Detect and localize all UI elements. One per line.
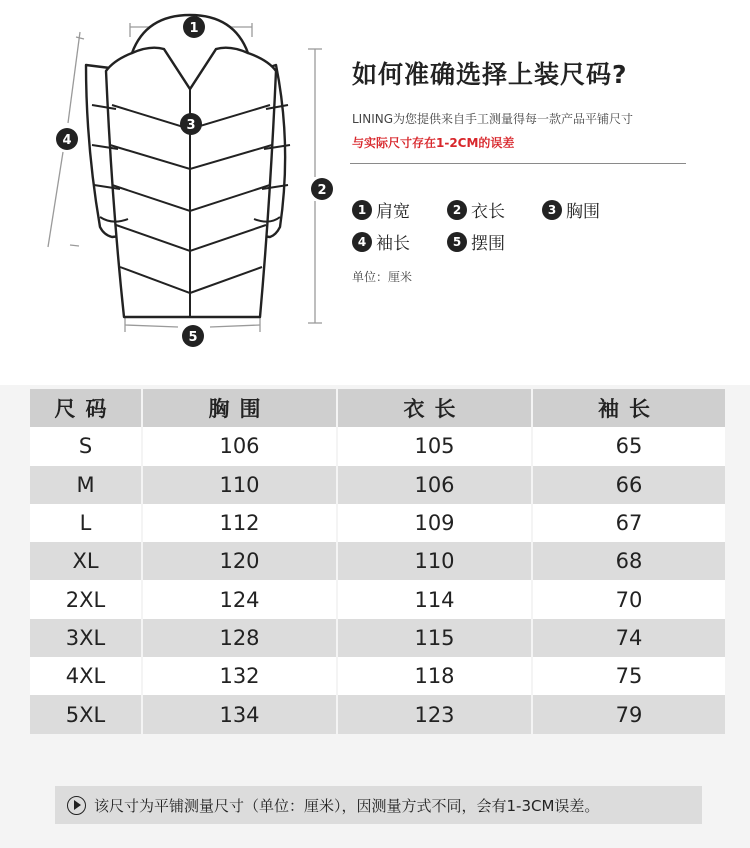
cell-sleeve: 70 <box>615 587 643 612</box>
cell-size: 4XL <box>30 657 143 695</box>
measurement-note <box>55 786 702 824</box>
cell-sleeve: 68 <box>615 549 643 574</box>
cell-chest: 106 <box>143 427 338 465</box>
cell-size: XL <box>30 542 143 580</box>
cell-length: 114 <box>338 580 533 618</box>
table-row <box>30 466 725 504</box>
cell-sleeve: 66 <box>615 472 643 497</box>
cell-sleeve: 79 <box>615 702 643 727</box>
legend-item-sleeve <box>352 229 410 254</box>
cell-length: 118 <box>338 657 533 695</box>
note-text: 该尺寸为平铺测量尺寸（单位：厘米），因测量方式不同，会有1-3CM误差。 <box>94 796 600 815</box>
legend-item-chest <box>542 197 600 222</box>
cell-length: 109 <box>338 504 533 542</box>
cell-chest: 112 <box>143 504 338 542</box>
cell-chest: 120 <box>143 542 338 580</box>
cell-length: 105 <box>338 427 533 465</box>
unit-label: 单位：厘米 <box>352 270 413 284</box>
cell-size: 3XL <box>30 619 143 657</box>
top-panel <box>0 0 750 385</box>
cell-chest: 128 <box>143 619 338 657</box>
cell-sleeve: 74 <box>615 625 643 650</box>
marker-4 <box>56 128 78 150</box>
table-header-row <box>30 389 725 427</box>
cell-sleeve: 67 <box>615 511 643 536</box>
legend-label: 摆围 <box>471 234 505 254</box>
cell-length: 115 <box>338 619 533 657</box>
legend-number: 2 <box>447 200 467 220</box>
cell-size: 5XL <box>30 695 143 733</box>
jacket-diagram <box>20 5 350 365</box>
marker-5 <box>182 325 204 347</box>
legend-item-shoulder <box>352 197 410 222</box>
marker-1 <box>183 16 205 38</box>
table-row <box>30 695 725 733</box>
table-row <box>30 580 725 618</box>
svg-text:3: 3 <box>186 118 196 133</box>
cell-length: 123 <box>338 695 533 733</box>
cell-size: L <box>30 504 143 542</box>
cell-size: S <box>30 427 143 465</box>
legend-label: 衣长 <box>471 202 505 222</box>
legend-item-hem <box>447 229 505 254</box>
table-row <box>30 427 725 465</box>
marker-2 <box>311 178 333 200</box>
cell-chest: 124 <box>143 580 338 618</box>
table-row <box>30 504 725 542</box>
marker-3 <box>180 113 202 135</box>
cell-chest: 132 <box>143 657 338 695</box>
legend-label: 袖长 <box>376 234 410 254</box>
cell-size: M <box>30 466 143 504</box>
divider <box>350 163 686 164</box>
legend-item-length <box>447 197 505 222</box>
cell-length: 106 <box>338 466 533 504</box>
table-row <box>30 542 725 580</box>
table-row <box>30 619 725 657</box>
svg-text:1: 1 <box>189 21 199 36</box>
legend-label: 肩宽 <box>376 202 410 222</box>
page-title: 如何准确选择上装尺码? <box>352 60 628 89</box>
svg-text:2: 2 <box>317 183 327 198</box>
legend-number: 4 <box>352 232 372 252</box>
jacket-outline <box>86 15 285 317</box>
header-length: 衣长 <box>338 389 533 427</box>
cell-chest: 134 <box>143 695 338 733</box>
svg-text:5: 5 <box>188 330 198 345</box>
header-chest: 胸围 <box>143 389 338 427</box>
svg-text:4: 4 <box>62 133 72 148</box>
subtitle-line2-warning: 与实际尺寸存在1-2CM的误差 <box>352 136 515 150</box>
cell-sleeve: 65 <box>615 434 643 459</box>
cell-length: 110 <box>338 542 533 580</box>
cell-sleeve: 75 <box>615 664 643 689</box>
header-size: 尺码 <box>30 389 143 427</box>
legend-label: 胸围 <box>566 202 600 222</box>
size-table <box>30 389 725 734</box>
subtitle-line1: LINING为您提供来自手工测量得每一款产品平铺尺寸 <box>352 112 634 126</box>
header-sleeve: 袖长 <box>598 397 660 422</box>
cell-size: 2XL <box>30 580 143 618</box>
legend-number: 3 <box>542 200 562 220</box>
cell-chest: 110 <box>143 466 338 504</box>
legend-number: 5 <box>447 232 467 252</box>
legend-number: 1 <box>352 200 372 220</box>
play-circle-icon <box>67 796 86 815</box>
table-row <box>30 657 725 695</box>
